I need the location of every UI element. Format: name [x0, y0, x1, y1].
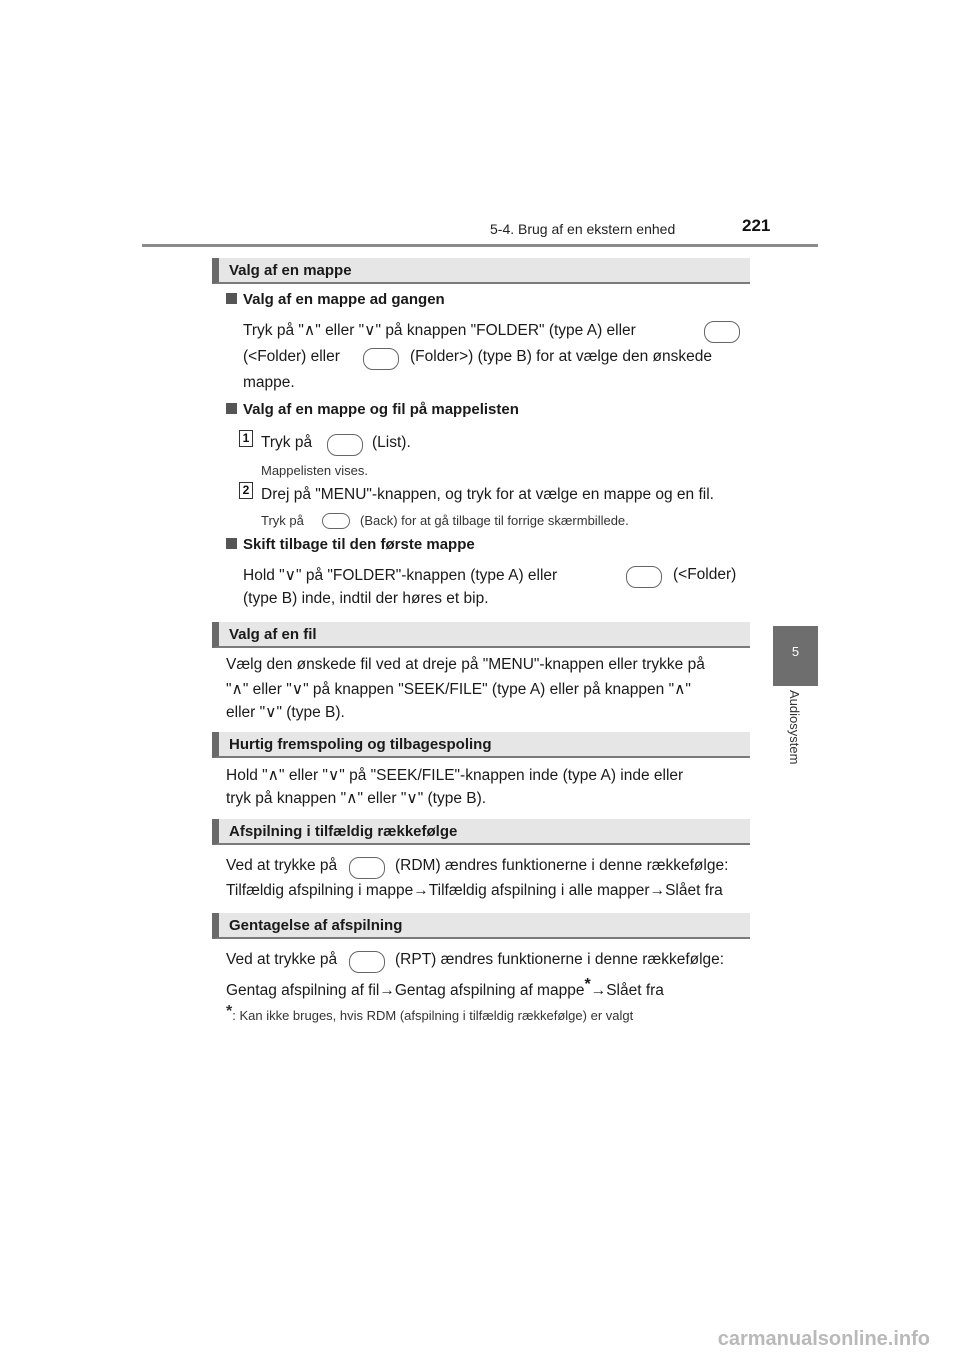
button-icon: [363, 348, 399, 370]
section-heading-fast-forward: [212, 732, 750, 758]
square-bullet-icon: [226, 293, 237, 304]
section-heading-text: Gentagelse af afspilning: [229, 917, 403, 934]
header-rule: [142, 244, 818, 247]
paragraph-line: [243, 321, 636, 340]
section-heading-file: [212, 622, 750, 648]
section-heading-text: Hurtig fremspoling og tilbagespoling: [229, 736, 492, 753]
paragraph-line: [243, 348, 340, 366]
text: Ved at trykke på: [226, 857, 338, 874]
text: Ved at trykke på: [226, 951, 338, 968]
paragraph-line: [395, 951, 724, 969]
button-outline-icon: [322, 513, 350, 529]
paragraph-line: [395, 857, 728, 875]
text: →Slået fra: [590, 982, 664, 999]
section-heading-text: Valg af en mappe: [229, 262, 352, 279]
button-icon: [349, 951, 385, 973]
text: Tryk på "∧" eller "∨" på knappen "FOLDER" (type A) eller: [243, 322, 636, 339]
step-number: 1: [239, 430, 253, 447]
text: (<Folder): [673, 566, 737, 583]
chapter-tab: [773, 626, 818, 686]
subheading-text: Valg af en mappe og fil på mappelisten: [243, 401, 519, 418]
subheading-text: Valg af en mappe ad gangen: [243, 291, 445, 308]
button-icon: [322, 513, 350, 531]
button-outline-icon: [327, 434, 363, 456]
subheading-folder-one-at-a-time: [226, 291, 445, 308]
subheading-text: Skift tilbage til den første mappe: [243, 536, 475, 553]
paragraph-line: Hold "∧" eller "∨" på "SEEK/FILE"-knappen inde (type A) inde eller: [226, 767, 684, 784]
paragraph-line: [243, 374, 295, 392]
text: mappe.: [243, 374, 295, 391]
button-icon: [349, 857, 385, 879]
subheading-folder-list: [226, 401, 519, 418]
button-outline-icon: [349, 951, 385, 973]
button-icon: [626, 566, 662, 588]
button-icon: [704, 321, 740, 343]
paragraph-line: "∧" eller "∨" på knappen "SEEK/FILE" (type A) eller på knappen "∧": [226, 681, 691, 698]
text: (RDM) ændres funktionerne i denne rækkefølge:: [395, 857, 729, 874]
footnote: [226, 1003, 633, 1023]
step-note: [360, 513, 629, 528]
paragraph-line: Tilfældig afspilning i mappe→Tilfældig afspilning i alle mapper→Slået fra: [226, 882, 723, 899]
paragraph-line: [226, 976, 664, 1000]
text: (RPT) ændres funktionerne i denne rækkefølge:: [395, 951, 725, 968]
watermark: carmanualsonline.info: [717, 1328, 930, 1350]
chapter-tab-number: 5: [791, 644, 800, 659]
paragraph-line: [226, 951, 337, 969]
button-outline-icon: [626, 566, 662, 588]
text: : Kan ikke bruges, hvis RDM (afspilning i tilfældig rækkefølge) er valgt: [232, 1008, 634, 1023]
button-outline-icon: [363, 348, 399, 370]
text: Hold "∨" på "FOLDER"-knappen (type A) eller: [243, 567, 558, 584]
text: (Folder>) (type B) for at vælge den ønskede: [410, 348, 712, 365]
paragraph-line: eller "∨" (type B).: [226, 704, 345, 721]
paragraph-line: [226, 857, 337, 875]
step-text: [372, 434, 411, 452]
chapter-title: 5-4. Brug af en ekstern enhed: [490, 221, 676, 237]
paragraph-line: [673, 566, 736, 584]
text: Tryk på: [261, 434, 313, 451]
paragraph-line: [410, 348, 712, 366]
step-text: [261, 434, 312, 452]
button-outline-icon: [349, 857, 385, 879]
chapter-tab-label: [788, 690, 808, 780]
text: (Back) for at gå tilbage til forrige skærmbillede.: [360, 513, 629, 528]
footnote-marker: *: [226, 1003, 233, 1020]
section-heading-folder: [212, 258, 750, 284]
step-text: Drej på "MENU"-knappen, og tryk for at vælge en mappe og en fil.: [261, 486, 714, 503]
step-number: 2: [239, 482, 253, 499]
square-bullet-icon: [226, 538, 237, 549]
step-note: Mappelisten vises.: [261, 463, 368, 478]
footnote-marker: *: [584, 976, 591, 993]
paragraph-line: [243, 566, 557, 585]
paragraph-line: tryk på knappen "∧" eller "∨" (type B).: [226, 790, 487, 807]
section-heading-repeat: [212, 913, 750, 939]
chapter-tab-label-text: Audiosystem: [787, 690, 802, 765]
page-number: 221: [742, 216, 771, 235]
text: (<Folder) eller: [243, 348, 340, 365]
square-bullet-icon: [226, 403, 237, 414]
section-heading-text: Afspilning i tilfældig rækkefølge: [229, 823, 458, 840]
text: Gentag afspilning af fil→Gentag afspilning af mappe: [226, 982, 585, 999]
button-icon: [327, 434, 363, 456]
text: Tryk på: [261, 513, 304, 528]
section-heading-random: [212, 819, 750, 845]
button-outline-icon: [704, 321, 740, 343]
text: (List).: [372, 434, 411, 451]
paragraph-line: Vælg den ønskede fil ved at dreje på "MENU"-knappen eller trykke på: [226, 656, 705, 673]
section-heading-text: Valg af en fil: [229, 626, 317, 643]
subheading-first-folder: [226, 536, 475, 553]
paragraph-line: (type B) inde, indtil der høres et bip.: [243, 590, 489, 607]
step-note: [261, 513, 304, 528]
